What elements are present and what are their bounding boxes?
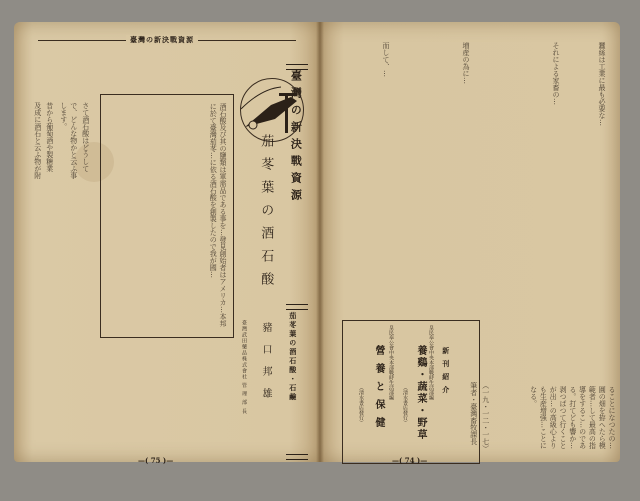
book-issuer: （清水書店發行） (402, 385, 408, 425)
book-editor: 皇民奉公會中央本部戰時生活部編 (428, 325, 434, 400)
left-page (14, 22, 320, 465)
book-gutter (316, 22, 324, 462)
body-column: それによる家畜の… (552, 42, 560, 105)
body-column: 而して、… (382, 42, 390, 77)
book-title: 養鷄・蔬菜・野草 (415, 345, 426, 441)
byline-note: 筆者・臺灣畜牧課長 (469, 382, 478, 445)
running-head: 臺灣の新決戰資源 (126, 35, 198, 45)
body-column: 蠶絲は工業に最も必要な… (598, 42, 606, 126)
date-note: （一九・一二・一七） (481, 382, 490, 452)
book-editor: 皇民奉公會中央本部戰時生活部編 (388, 325, 394, 400)
magazine-spread (14, 22, 620, 465)
body-column: 及成に酒石と云ふ物が附 (33, 102, 42, 179)
book-issuer: （清水書店發行） (358, 385, 364, 425)
new-publications-label: 新刊紹介 (441, 347, 451, 399)
body-column: 増産の為に… (462, 42, 470, 84)
body-column: します。 (59, 102, 68, 130)
article-title: 茄苳葉の酒石酸 (258, 134, 274, 295)
author-affiliation: 臺灣武田藥品株式會社 管 理 部 長 (241, 320, 247, 415)
book-title: 營養と保健 (373, 345, 384, 435)
series-title: 臺灣の新決戰資源 (289, 70, 303, 206)
page-number: —( 75 )— (138, 456, 174, 465)
body-column: 昔から葡萄酒や製糖業 (45, 102, 54, 172)
author-name: 豬口邦雄 (260, 322, 271, 410)
body-column: さて酒石酸はどうして (81, 102, 90, 172)
intro-box (100, 94, 234, 338)
sub-heading: 茄苳葉の酒石酸・石鹼 (288, 312, 298, 402)
body-column: で、どんな物かと云ふ事 (69, 102, 78, 179)
intro-text: 酒石酸及び其の鹽類は軍需品である事を…發見創始者はアメリカ…本邦に於て臺灣茄苳…に依る酒石酸を創製したので我が國… (209, 103, 227, 327)
page-number: —( 74 )— (392, 456, 428, 465)
new-publications-box (342, 320, 480, 464)
body-text: ることになつたの…圓の畑を拵へたら模範者…して最高の指導をするこ…のである。打てども響か…剥つぱつて行くことが出…の高級心よりも生産增强…ことになる。 (529, 386, 616, 449)
